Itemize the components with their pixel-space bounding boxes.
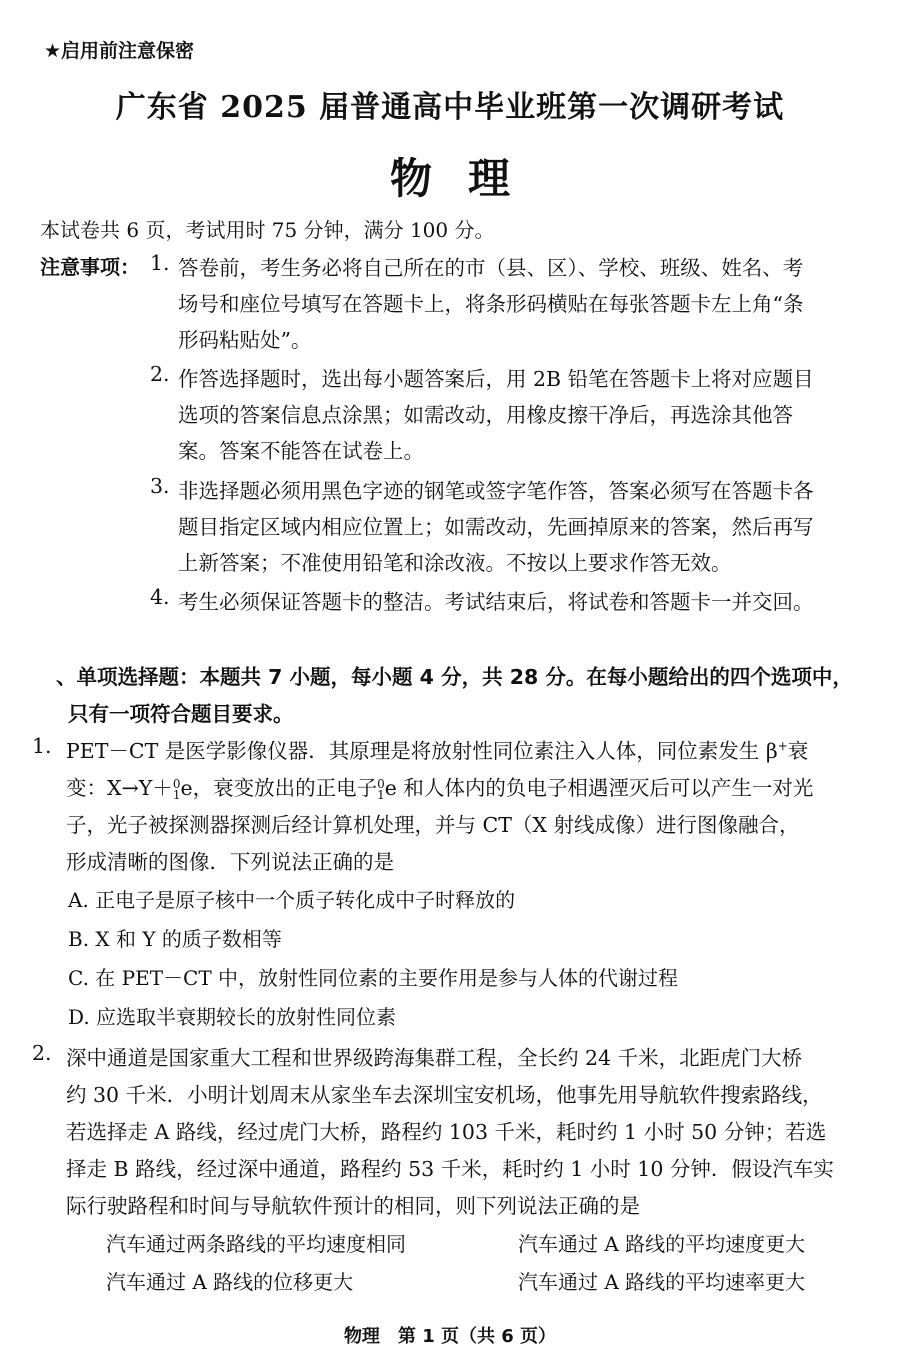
note-line: 考生必须保证答题卡的整洁。考试结束后，将试卷和答题卡一并交回。 <box>178 590 814 614</box>
question-text: 变：X→Y＋ 0 1 e，衰变放出的正电子 0 1 e 和人体内的负电子相遇湮灭后可以产生一对光 <box>66 776 814 802</box>
option-d: D. 应选取半衰期较长的放射性同位素 <box>68 1005 397 1029</box>
note-number: 4. <box>150 585 170 609</box>
note-line: 作答选择题时，选出每小题答案后，用 2B 铅笔在答题卡上将对应题目 <box>178 367 814 391</box>
question-text: 深中通道是国家重大工程和世界级跨海集群工程，全长约 24 千米，北距虎门大桥 <box>66 1046 803 1070</box>
note-line: 案。答案不能答在试卷上。 <box>178 439 424 463</box>
note-number: 2. <box>150 362 170 386</box>
note-line: 形码粘贴处”。 <box>178 328 312 352</box>
note-number: 1. <box>150 251 170 275</box>
question-text: 际行驶路程和时间与导航软件预计的相同，则下列说法正确的是 <box>66 1194 640 1218</box>
question-text: 约 30 千米．小明计划周末从家坐车去深圳宝安机场，他事先用导航软件搜索路线， <box>66 1083 823 1107</box>
question-text: 子，光子被探测器探测后经计算机处理，并与 CT（X 射线成像）进行图像融合， <box>66 813 800 837</box>
note-line: 非选择题必须用黑色字迹的钢笔或签字笔作答，答案必须写在答题卡各 <box>178 479 814 503</box>
section-heading: 只有一项符合题目要求。 <box>68 702 294 726</box>
option-a: A. 正电子是原子核中一个质子转化成中子时释放的 <box>68 888 516 912</box>
question-text: 形成清晰的图像．下列说法正确的是 <box>66 850 394 874</box>
note-line: 场号和座位号填写在答题卡上，将条形码横贴在每张答题卡左上角“条 <box>178 292 804 316</box>
section-heading: 、单项选择题：本题共 7 小题，每小题 4 分，共 28 分。在每小题给出的四个选项中， <box>56 665 853 689</box>
exam-intro: 本试卷共 6 页，考试用时 75 分钟，满分 100 分。 <box>40 218 495 242</box>
note-line: 答卷前，考生务必将自己所在的市（县、区）、学校、班级、姓名、考 <box>178 256 804 280</box>
option-b: 汽车通过 A 路线的平均速度更大 <box>518 1232 806 1256</box>
option-b: B. X 和 Y 的质子数相等 <box>68 927 282 951</box>
exam-title: 广东省 2025 届普通高中毕业班第一次调研考试 <box>115 90 785 125</box>
option-d: 汽车通过 A 路线的平均速率更大 <box>518 1270 806 1294</box>
beta-superscript: + <box>777 739 788 754</box>
subject-title: 物理 <box>389 154 546 203</box>
confidential-mark: ★启用前注意保密 <box>44 40 195 62</box>
option-c: 汽车通过 A 路线的位移更大 <box>106 1270 354 1294</box>
notes-label: 注意事项： <box>40 255 140 279</box>
option-a: 汽车通过两条路线的平均速度相同 <box>106 1232 406 1256</box>
question-number: 2. <box>32 1041 52 1065</box>
question-text: PET－CT 是医学影像仪器．其原理是将放射性同位素注入人体，同位素发生 β+衰 <box>66 739 809 763</box>
question-number: 1. <box>32 734 52 758</box>
note-line: 上新答案；不准使用铅笔和涂改液。不按以上要求作答无效。 <box>178 551 732 575</box>
nuclide-notation: 0 1 <box>172 776 181 802</box>
question-text: 若选择走 A 路线，经过虎门大桥，路程约 103 千米，耗时约 1 小时 50 分钟；若选 <box>66 1120 827 1144</box>
note-number: 3. <box>150 474 170 498</box>
question-text: 择走 B 路线，经过深中通道，路程约 53 千米，耗时约 1 小时 10 分钟．假设汽车实 <box>66 1157 834 1181</box>
page-footer: 物理 第 1 页（共 6 页） <box>343 1326 557 1347</box>
option-c: C. 在 PET－CT 中，放射性同位素的主要作用是参与人体的代谢过程 <box>68 966 679 990</box>
nuclide-notation: 0 1 <box>377 776 385 802</box>
note-line: 选项的答案信息点涂黑；如需改动，用橡皮擦干净后，再选涂其他答 <box>178 403 793 427</box>
note-line: 题目指定区域内相应位置上；如需改动，先画掉原来的答案，然后再写 <box>178 515 814 539</box>
